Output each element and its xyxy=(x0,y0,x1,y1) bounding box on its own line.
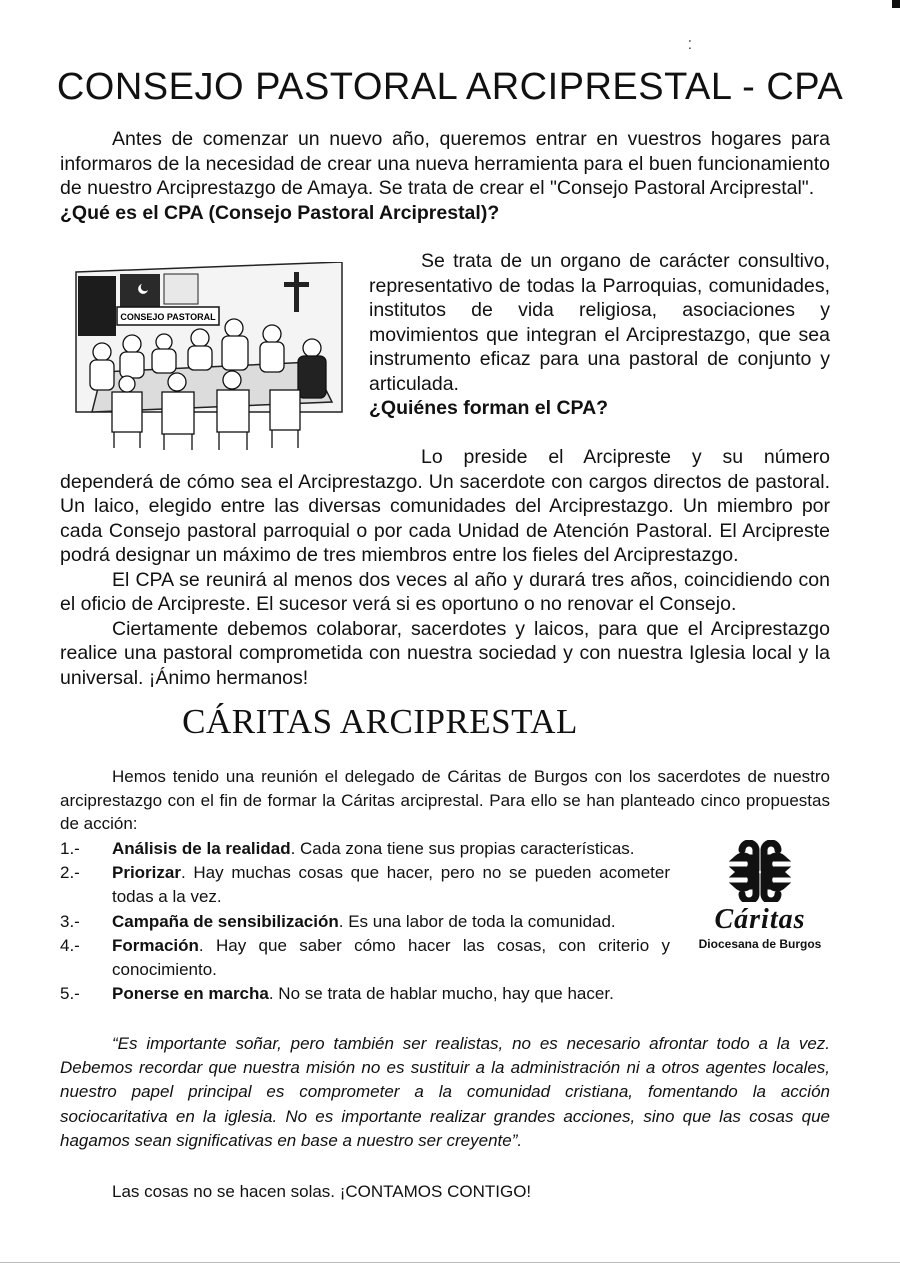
list-item-number: 2.- xyxy=(60,863,80,883)
cpa-right-column xyxy=(369,249,830,421)
list-item-heading: Priorizar xyxy=(112,863,181,883)
cpa-answer-what: Se trata de un organo de carácter consultivo, representativo de todas la Parroquias, comunidades, institutos de vida religiosa, asociaciones y movimientos que integran el Arciprestazgo, que sea instrumento eficaz para una pastoral de conjunto y articulada. xyxy=(369,250,830,395)
scan-speck: ⁚ xyxy=(688,38,692,52)
list-item-text: . Hay que saber cómo hacer las cosas, con criterio y conocimiento. xyxy=(112,935,670,980)
caritas-intro-block xyxy=(60,765,830,836)
list-item xyxy=(60,934,670,982)
caritas-wordmark: Cáritas xyxy=(714,904,806,935)
caritas-cross-icon xyxy=(680,840,840,902)
cpa-title: CONSEJO PASTORAL ARCIPRESTAL - CPA xyxy=(56,66,844,108)
caritas-diocese-label: Diocesana de Burgos xyxy=(698,937,822,951)
page-bottom-edge xyxy=(0,1262,900,1263)
cpa-answer-who: Lo preside el Arcipreste y su número dependerá de cómo sea el Arciprestazgo. Un sacerdote con cargos directos de pastoral. Un laico, elegido entre las diversas comunidades del Arciprestazgo. Un miembro por cada Consejo pastoral parroquial o por cada Unidad de Atención Pastoral. El Arcipreste podrá designar un máximo de tres miembros entre los fieles del Arciprestazgo. xyxy=(60,446,830,566)
list-item-text: . No se trata de hablar mucho, hay que hacer. xyxy=(268,984,614,1004)
list-item-number: 1.- xyxy=(60,839,80,858)
list-item-text: . Cada zona tiene sus propias características. xyxy=(290,839,635,858)
caritas-closing: Las cosas no se hacen solas. ¡CONTAMOS CONTIGO! xyxy=(112,1182,532,1201)
list-item xyxy=(60,861,670,909)
list-item xyxy=(60,982,670,1006)
list-item xyxy=(60,837,670,861)
cpa-intro-block xyxy=(60,127,830,225)
list-item-heading: Ponerse en marcha xyxy=(112,984,269,1004)
cpa-intro-paragraph: Antes de comenzar un nuevo año, queremos entrar en vuestros hogares para informaros de la necesidad de crear una nueva herramienta para el buen funcionamiento de nuestro Arciprestazgo de Amaya. Se trata de crear el "Consejo Pastoral Arciprestal". xyxy=(60,128,830,199)
caritas-quote: “Es importante soñar, pero también ser realistas, no es necesario afrontar todo a la vez. Debemos recordar que nuestra misión no es sustituir a la administración ni a otros agentes locales, nuestro papel principal es comprometer a la comunidad cristiana, fomentando la acción sociocaritativa en la iglesia. No es importante realizar grandes acciones, sino que las cosas que hagamos sean significativas en base a nuestro ser creyente”. xyxy=(60,1034,830,1150)
scan-corner-mark xyxy=(892,0,900,8)
cpa-question-what: ¿Qué es el CPA (Consejo Pastoral Arciprestal)? xyxy=(60,201,500,224)
cpa-question-who: ¿Quiénes forman el CPA? xyxy=(369,397,609,419)
list-item-heading: Campaña de sensibilización xyxy=(112,911,339,931)
cpa-closing-paragraph: Ciertamente debemos colaborar, sacerdotes y laicos, para que el Arciprestazgo realice una pastoral comprometida con nuestra sociedad y con nuestra Iglesia local y la universal. ¡Ánimo hermanos! xyxy=(60,617,830,689)
list-item-heading: Análisis de la realidad xyxy=(112,839,291,858)
caritas-intro-paragraph: Hemos tenido una reunión el delegado de Cáritas de Burgos con los sacerdotes de nuestro arciprestazgo con el fin de formar la Cáritas arciprestal. Para ello se han planteado cinco propuestas de acción: xyxy=(60,767,830,833)
council-meeting-illustration xyxy=(72,262,352,452)
list-item xyxy=(60,910,670,934)
list-item-number: 5.- xyxy=(60,984,80,1004)
action-proposals-list xyxy=(60,837,670,1006)
list-item-number: 4.- xyxy=(60,935,80,955)
list-item-number: 3.- xyxy=(60,911,80,931)
caritas-title: CÁRITAS ARCIPRESTAL xyxy=(182,702,578,741)
cpa-continuation xyxy=(60,445,830,690)
caritas-logo xyxy=(680,840,840,965)
list-item-heading: Formación xyxy=(112,935,199,955)
list-item-text: . Hay muchas cosas que hacer, pero no se pueden acometer todas a la vez. xyxy=(112,863,670,907)
illustration-sign-text: CONSEJO PASTORAL xyxy=(120,312,216,322)
cpa-meetings-paragraph: El CPA se reunirá al menos dos veces al año y durará tres años, coincidiendo con el oficio de Arcipreste. El sucesor verá si es oportuno o no renovar el Consejo. xyxy=(60,568,830,615)
list-item-text: . Es una labor de toda la comunidad. xyxy=(338,911,616,931)
